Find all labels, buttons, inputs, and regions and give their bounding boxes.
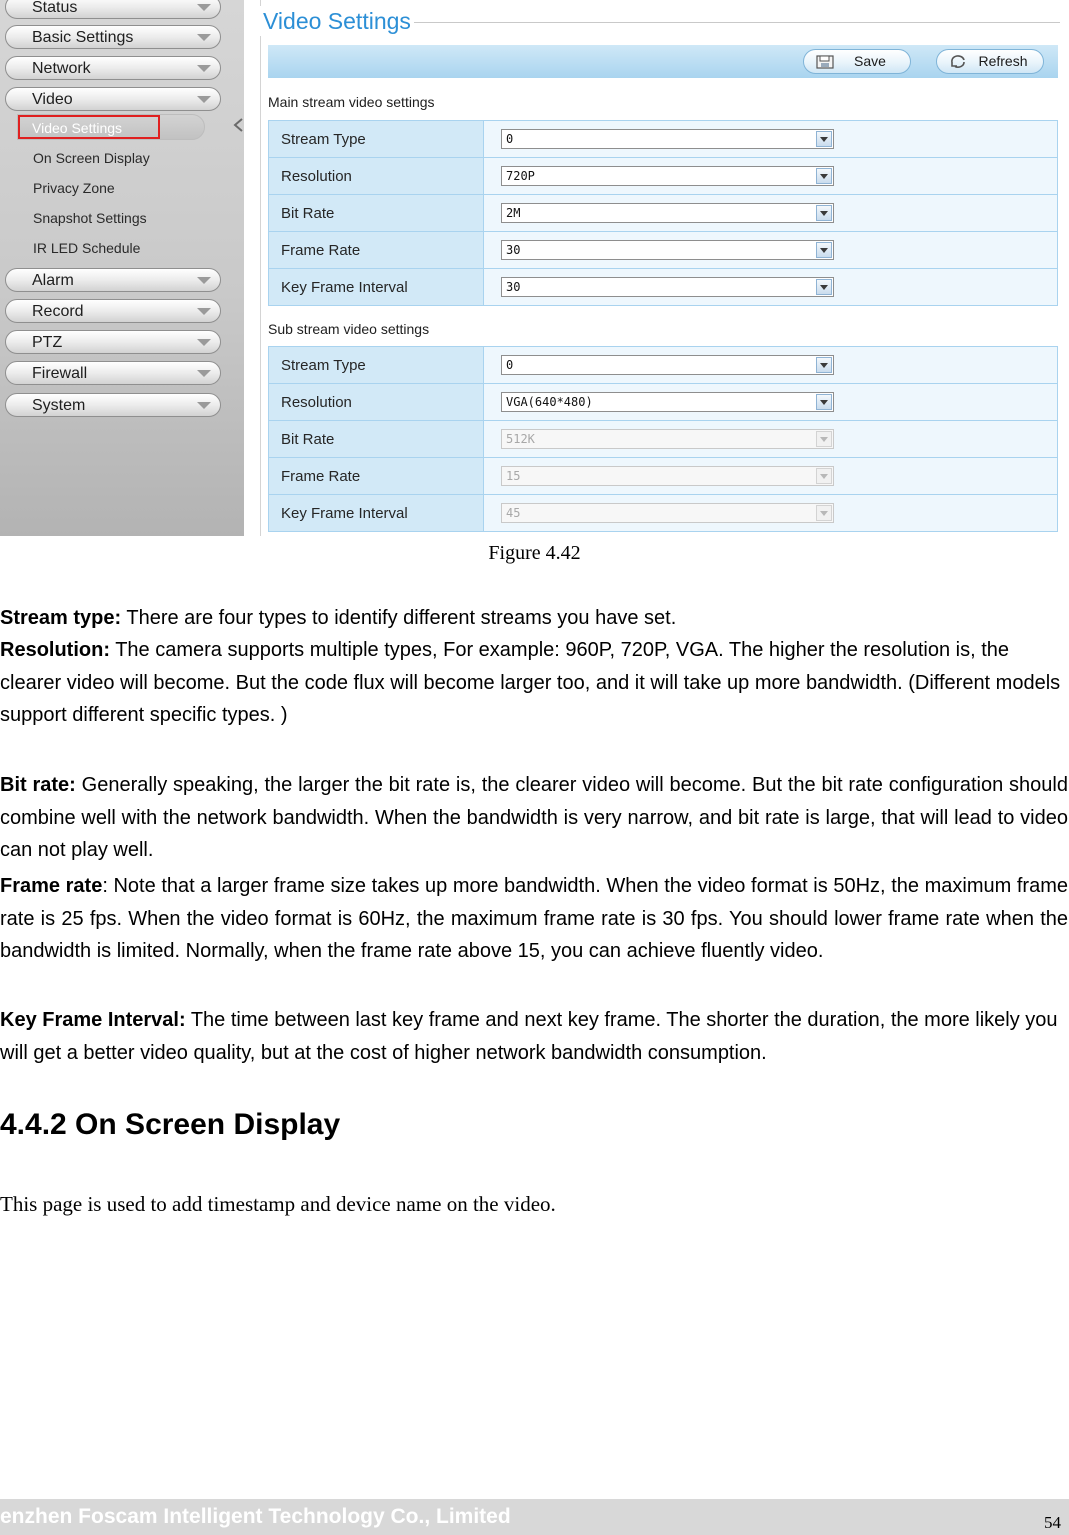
term-bit-rate: Bit rate: [0, 774, 76, 796]
nav-video[interactable]: Video [5, 87, 221, 111]
key-frame-paragraph: Key Frame Interval: The time between last key frame and next key frame. The shorter the duration, the more likely you will get a better video quality, but at the cost of higher network bandwidth consumption. [0, 1009, 1058, 1064]
main-frame-rate-label: Frame Rate [269, 232, 484, 269]
chevron-down-icon [197, 402, 211, 409]
sub-resolution-label: Resolution [269, 384, 484, 421]
section-heading: 4.4.2 On Screen Display [0, 1108, 341, 1141]
figure-caption: Figure 4.42 [488, 542, 581, 564]
sub-item-snapshot-settings[interactable]: Snapshot Settings [33, 210, 147, 226]
dropdown-arrow-icon [816, 131, 832, 147]
table-row [269, 269, 1058, 306]
save-label: Save [854, 53, 886, 69]
save-button[interactable] [803, 49, 911, 74]
chevron-down-icon [197, 277, 211, 284]
table-row [269, 232, 1058, 269]
chevron-down-icon [197, 339, 211, 346]
nav-record[interactable]: Record [5, 299, 221, 323]
figure-screenshot [0, 0, 1062, 536]
table-row [269, 495, 1058, 532]
table-row [269, 384, 1058, 421]
sub-key-frame-interval-select: 45 [501, 503, 834, 523]
nav-system[interactable]: System [5, 393, 221, 417]
toolbar [268, 45, 1058, 78]
resolution-paragraph: Resolution: The camera supports multiple types, For example: 960P, 720P, VGA. The higher the resolution is, the clearer video will become. But the code flux will become larger too, and it will take up more bandwidth. (Different models support different specific types. ) [0, 639, 1061, 727]
dropdown-arrow-icon [816, 394, 832, 410]
main-resolution-label: Resolution [269, 158, 484, 195]
table-row [269, 347, 1058, 384]
table-row [269, 121, 1058, 158]
dropdown-arrow-icon [816, 431, 832, 447]
main-stream-table [268, 120, 1058, 306]
page-number: 54 [1044, 1513, 1061, 1532]
main-key-frame-interval-select[interactable]: 30 [501, 277, 834, 297]
sub-key-frame-interval-label: Key Frame Interval [269, 495, 484, 532]
stream-type-paragraph: Stream type: There are four types to identify different streams you have set. [0, 607, 677, 629]
panel-border [260, 0, 261, 536]
main-stream-type-select[interactable]: 0 [501, 129, 834, 149]
nav-firewall[interactable]: Firewall [5, 361, 221, 385]
main-stream-heading: Main stream video settings [268, 94, 435, 110]
sub-item-privacy-zone[interactable]: Privacy Zone [33, 180, 115, 196]
nav-ptz[interactable]: PTZ [5, 330, 221, 354]
dropdown-arrow-icon [816, 505, 832, 521]
term-resolution: Resolution: [0, 639, 110, 661]
dropdown-arrow-icon [816, 205, 832, 221]
dropdown-arrow-icon [816, 279, 832, 295]
sub-stream-type-label: Stream Type [269, 347, 484, 384]
sub-frame-rate-label: Frame Rate [269, 458, 484, 495]
table-row [269, 195, 1058, 232]
page-title: Video Settings [260, 6, 414, 36]
pointer-arrow-icon [232, 118, 244, 132]
sub-bit-rate-select: 512K [501, 429, 834, 449]
nav-network[interactable]: Network [5, 56, 221, 80]
chevron-down-icon [197, 65, 211, 72]
chevron-down-icon [197, 370, 211, 377]
settings-panel [244, 0, 1062, 536]
refresh-button[interactable] [936, 49, 1044, 74]
sidebar [0, 0, 244, 536]
dropdown-arrow-icon [816, 357, 832, 373]
table-row [269, 458, 1058, 495]
main-bit-rate-label: Bit Rate [269, 195, 484, 232]
sub-item-ir-led-schedule[interactable]: IR LED Schedule [33, 240, 141, 256]
page-footer [0, 1499, 1069, 1535]
nav-alarm[interactable]: Alarm [5, 268, 221, 292]
section-paragraph: This page is used to add timestamp and device name on the video. [0, 1192, 556, 1216]
main-frame-rate-select[interactable]: 30 [501, 240, 834, 260]
main-bit-rate-select[interactable]: 2M [501, 203, 834, 223]
chevron-down-icon [197, 308, 211, 315]
nav-basic-settings[interactable]: Basic Settings [5, 25, 221, 49]
bit-rate-paragraph: Bit rate: Generally speaking, the larger the bit rate is, the clearer video will become. But the bit rate configuration should combine well with the network bandwidth. When the bandwidth is very narrow, and bit rate is large, that will lead to video can not play well. [0, 774, 1068, 862]
term-frame-rate: Frame rate [0, 875, 103, 897]
table-row [269, 421, 1058, 458]
sub-stream-heading: Sub stream video settings [268, 321, 430, 337]
table-row [269, 158, 1058, 195]
dropdown-arrow-icon [816, 168, 832, 184]
main-stream-type-label: Stream Type [269, 121, 484, 158]
main-resolution-select[interactable]: 720P [501, 166, 834, 186]
main-key-frame-interval-label: Key Frame Interval [269, 269, 484, 306]
chevron-down-icon [197, 96, 211, 103]
sub-item-video-settings-label: Video Settings [32, 120, 123, 136]
term-stream-type: Stream type: [0, 607, 122, 629]
sub-bit-rate-label: Bit Rate [269, 421, 484, 458]
sub-item-on-screen-display[interactable]: On Screen Display [33, 150, 150, 166]
term-key-frame-interval: Key Frame Interval: [0, 1009, 186, 1031]
sub-stream-table [268, 346, 1058, 532]
footer-company: enzhen Foscam Intelligent Technology Co., Limited [0, 1505, 511, 1528]
nav-status[interactable]: Status [5, 0, 221, 19]
refresh-label: Refresh [978, 53, 1028, 69]
sub-frame-rate-select: 15 [501, 466, 834, 486]
dropdown-arrow-icon [816, 468, 832, 484]
chevron-down-icon [197, 34, 211, 41]
frame-rate-paragraph: Frame rate: Note that a larger frame size takes up more bandwidth. When the video format is 50Hz, the maximum frame rate is 25 fps. When the video format is 60Hz, the maximum frame rate is 30 fps. You should lower frame rate when the bandwidth is limited. Normally, when the frame rate above 15, you can achieve fluently video. [0, 875, 1068, 963]
sub-resolution-select[interactable]: VGA(640*480) [501, 392, 834, 412]
sub-stream-type-select[interactable]: 0 [501, 355, 834, 375]
chevron-down-icon [197, 4, 211, 11]
refresh-icon [949, 55, 967, 69]
dropdown-arrow-icon [816, 242, 832, 258]
save-icon [816, 55, 834, 69]
